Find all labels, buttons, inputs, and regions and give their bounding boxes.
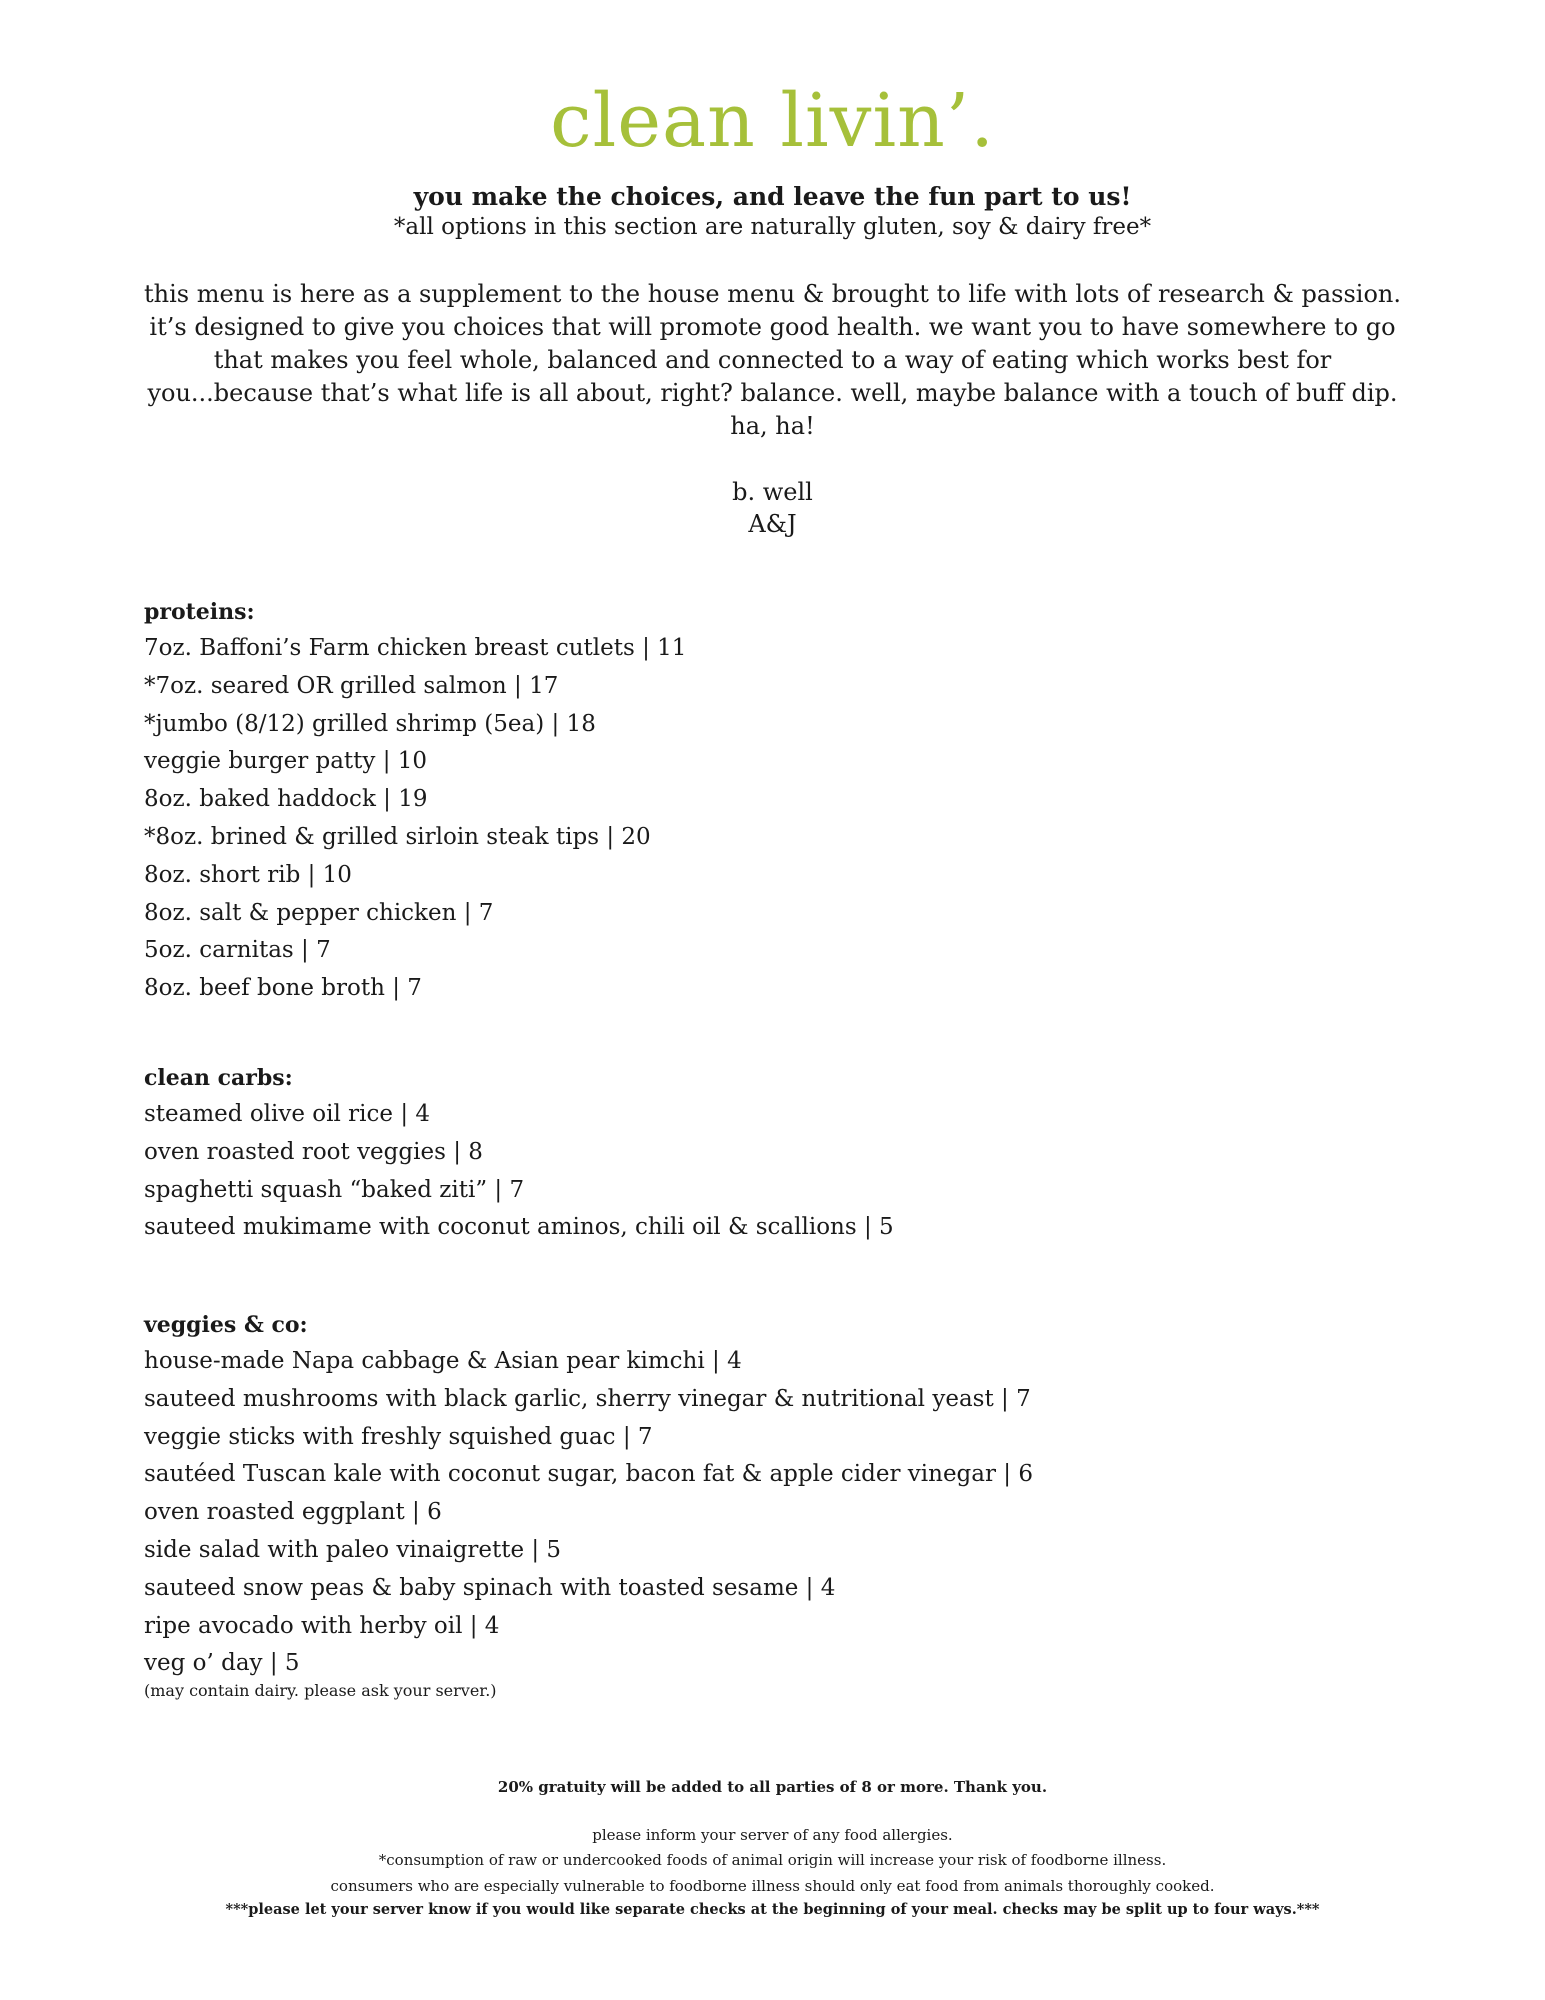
signoff-signature: A&J: [748, 510, 797, 538]
section-heading: veggies & co:: [144, 1312, 308, 1338]
menu-item: 8oz. short rib | 10: [144, 861, 352, 888]
menu-item: steamed olive oil rice | 4: [144, 1101, 431, 1127]
clean-carbs-section: [144, 1060, 1344, 1247]
proteins-section: [144, 594, 1344, 1008]
menu-item: 8oz. beef bone broth | 7: [144, 975, 422, 1002]
veggies-list: [144, 1343, 1344, 1683]
dairy-note: (may contain dairy. please ask your server.): [144, 1681, 497, 1701]
menu-item: veggie burger patty | 10: [144, 748, 428, 775]
menu-item: *7oz. seared OR grilled salmon | 17: [144, 672, 559, 699]
menu-item: 7oz. Baffoni’s Farm chicken breast cutlets | 11: [144, 635, 687, 661]
signoff: [0, 476, 1545, 540]
menu-item: 8oz. baked haddock | 19: [144, 786, 428, 813]
carbs-list: [144, 1096, 1344, 1247]
allergy-notice: please inform your server of any food allergies.: [592, 1826, 953, 1844]
menu-item: oven roasted root veggies | 8: [144, 1138, 483, 1165]
menu-item: house-made Napa cabbage & Asian pear kimchi | 4: [144, 1348, 742, 1374]
proteins-list: [144, 630, 1344, 1008]
menu-item: sautéed Tuscan kale with coconut sugar, bacon fat & apple cider vinegar | 6: [144, 1461, 1033, 1488]
dietary-note: *all options in this section are naturally gluten, soy & dairy free*: [393, 214, 1152, 240]
signoff-line: b. well: [732, 478, 813, 506]
menu-item: *8oz. brined & grilled sirloin steak tips | 20: [144, 823, 651, 850]
menu-item: oven roasted eggplant | 6: [144, 1499, 442, 1526]
intro-paragraph: this menu is here as a supplement to the house menu & brought to life with lots of research & passion. it’s designed to give you choices that will promote good health. we want you to have somewhere to go that makes you feel whole, balanced and connected to a way of eating which works best for you...because that’s what life is all about, right? balance. well, maybe balance with a touch of buff dip. ha, ha!: [144, 280, 1401, 440]
veggies-section: [144, 1307, 1344, 1701]
menu-item: side salad with paleo vinaigrette | 5: [144, 1536, 562, 1563]
section-heading: clean carbs:: [144, 1065, 293, 1091]
menu-subtitle: you make the choices, and leave the fun part to us!: [413, 182, 1132, 211]
menu-item: sauteed mukimame with coconut aminos, chili oil & scallions | 5: [144, 1214, 894, 1241]
separate-checks-notice: ***please let your server know if you would like separate checks at the beginning of your meal. checks may be split up to four ways.***: [225, 1901, 1320, 1918]
menu-item: sauteed mushrooms with black garlic, sherry vinegar & nutritional yeast | 7: [144, 1385, 1031, 1412]
menu-item: veg o’ day | 5: [144, 1650, 300, 1677]
menu-item: sauteed snow peas & baby spinach with toasted sesame | 4: [144, 1574, 836, 1601]
menu-item: 5oz. carnitas | 7: [144, 937, 331, 964]
menu-title: clean livin’.: [550, 78, 995, 164]
menu-item: spaghetti squash “baked ziti” | 7: [144, 1176, 525, 1203]
menu-item: ripe avocado with herby oil | 4: [144, 1612, 500, 1639]
consumption-warning: *consumption of raw or undercooked foods of animal origin will increase your risk of foodborne illness.: [378, 1851, 1167, 1869]
menu-item: *jumbo (8/12) grilled shrimp (5ea) | 18: [144, 710, 596, 737]
gratuity-notice: 20% gratuity will be added to all parties of 8 or more. Thank you.: [497, 1778, 1048, 1796]
section-heading: proteins:: [144, 599, 255, 625]
menu-item: 8oz. salt & pepper chicken | 7: [144, 899, 494, 926]
vulnerable-warning: consumers who are especially vulnerable to foodborne illness should only eat food from animals thoroughly cooked.: [330, 1877, 1215, 1895]
menu-item: veggie sticks with freshly squished guac | 7: [144, 1423, 653, 1450]
